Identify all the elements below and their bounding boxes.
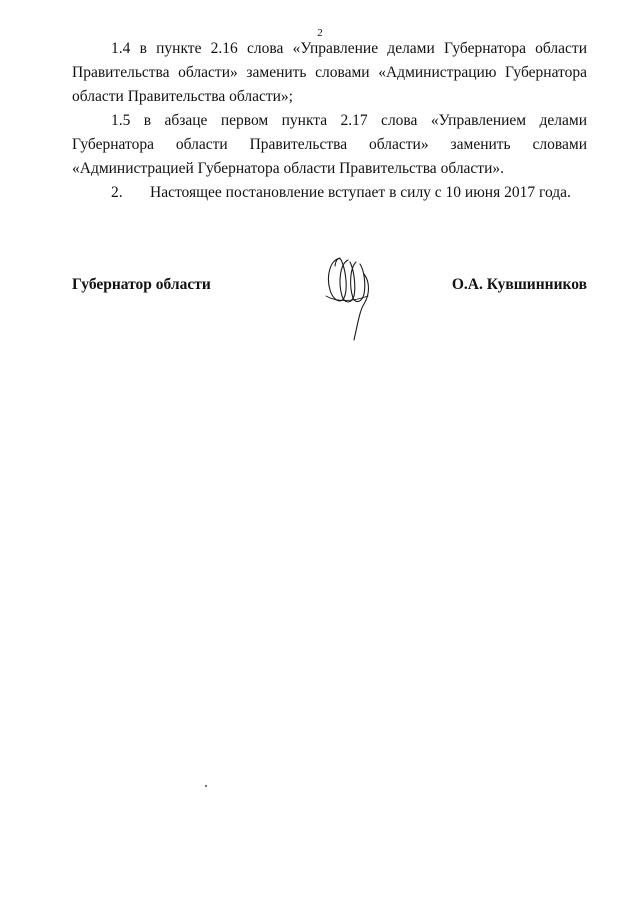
paragraph-2-number: 2. <box>111 184 123 201</box>
paragraph-1-4: 1.4 в пункте 2.16 слова «Управление делами Губернатора области Правительства области» заменить словами «Администрацию Губернатора области Правительства области»; <box>72 40 587 105</box>
document-body <box>72 37 587 205</box>
signatory-title: Губернатор области <box>72 276 211 293</box>
signatory-name: О.А. Кувшинников <box>451 276 587 293</box>
handwritten-signature-icon <box>318 252 384 344</box>
page-number: 2 <box>317 27 323 39</box>
paragraph-2 <box>72 181 587 205</box>
paragraph-2-text: Настоящее постановление вступает в силу с 10 июня 2017 года. <box>150 184 571 201</box>
paragraph-1-5: 1.5 в абзаце первом пункта 2.17 слова «Управлением делами Губернатора области Правительства области» заменить словами «Администрацией Губернатора области Правительства области». <box>72 112 587 177</box>
scan-speck <box>205 785 207 787</box>
